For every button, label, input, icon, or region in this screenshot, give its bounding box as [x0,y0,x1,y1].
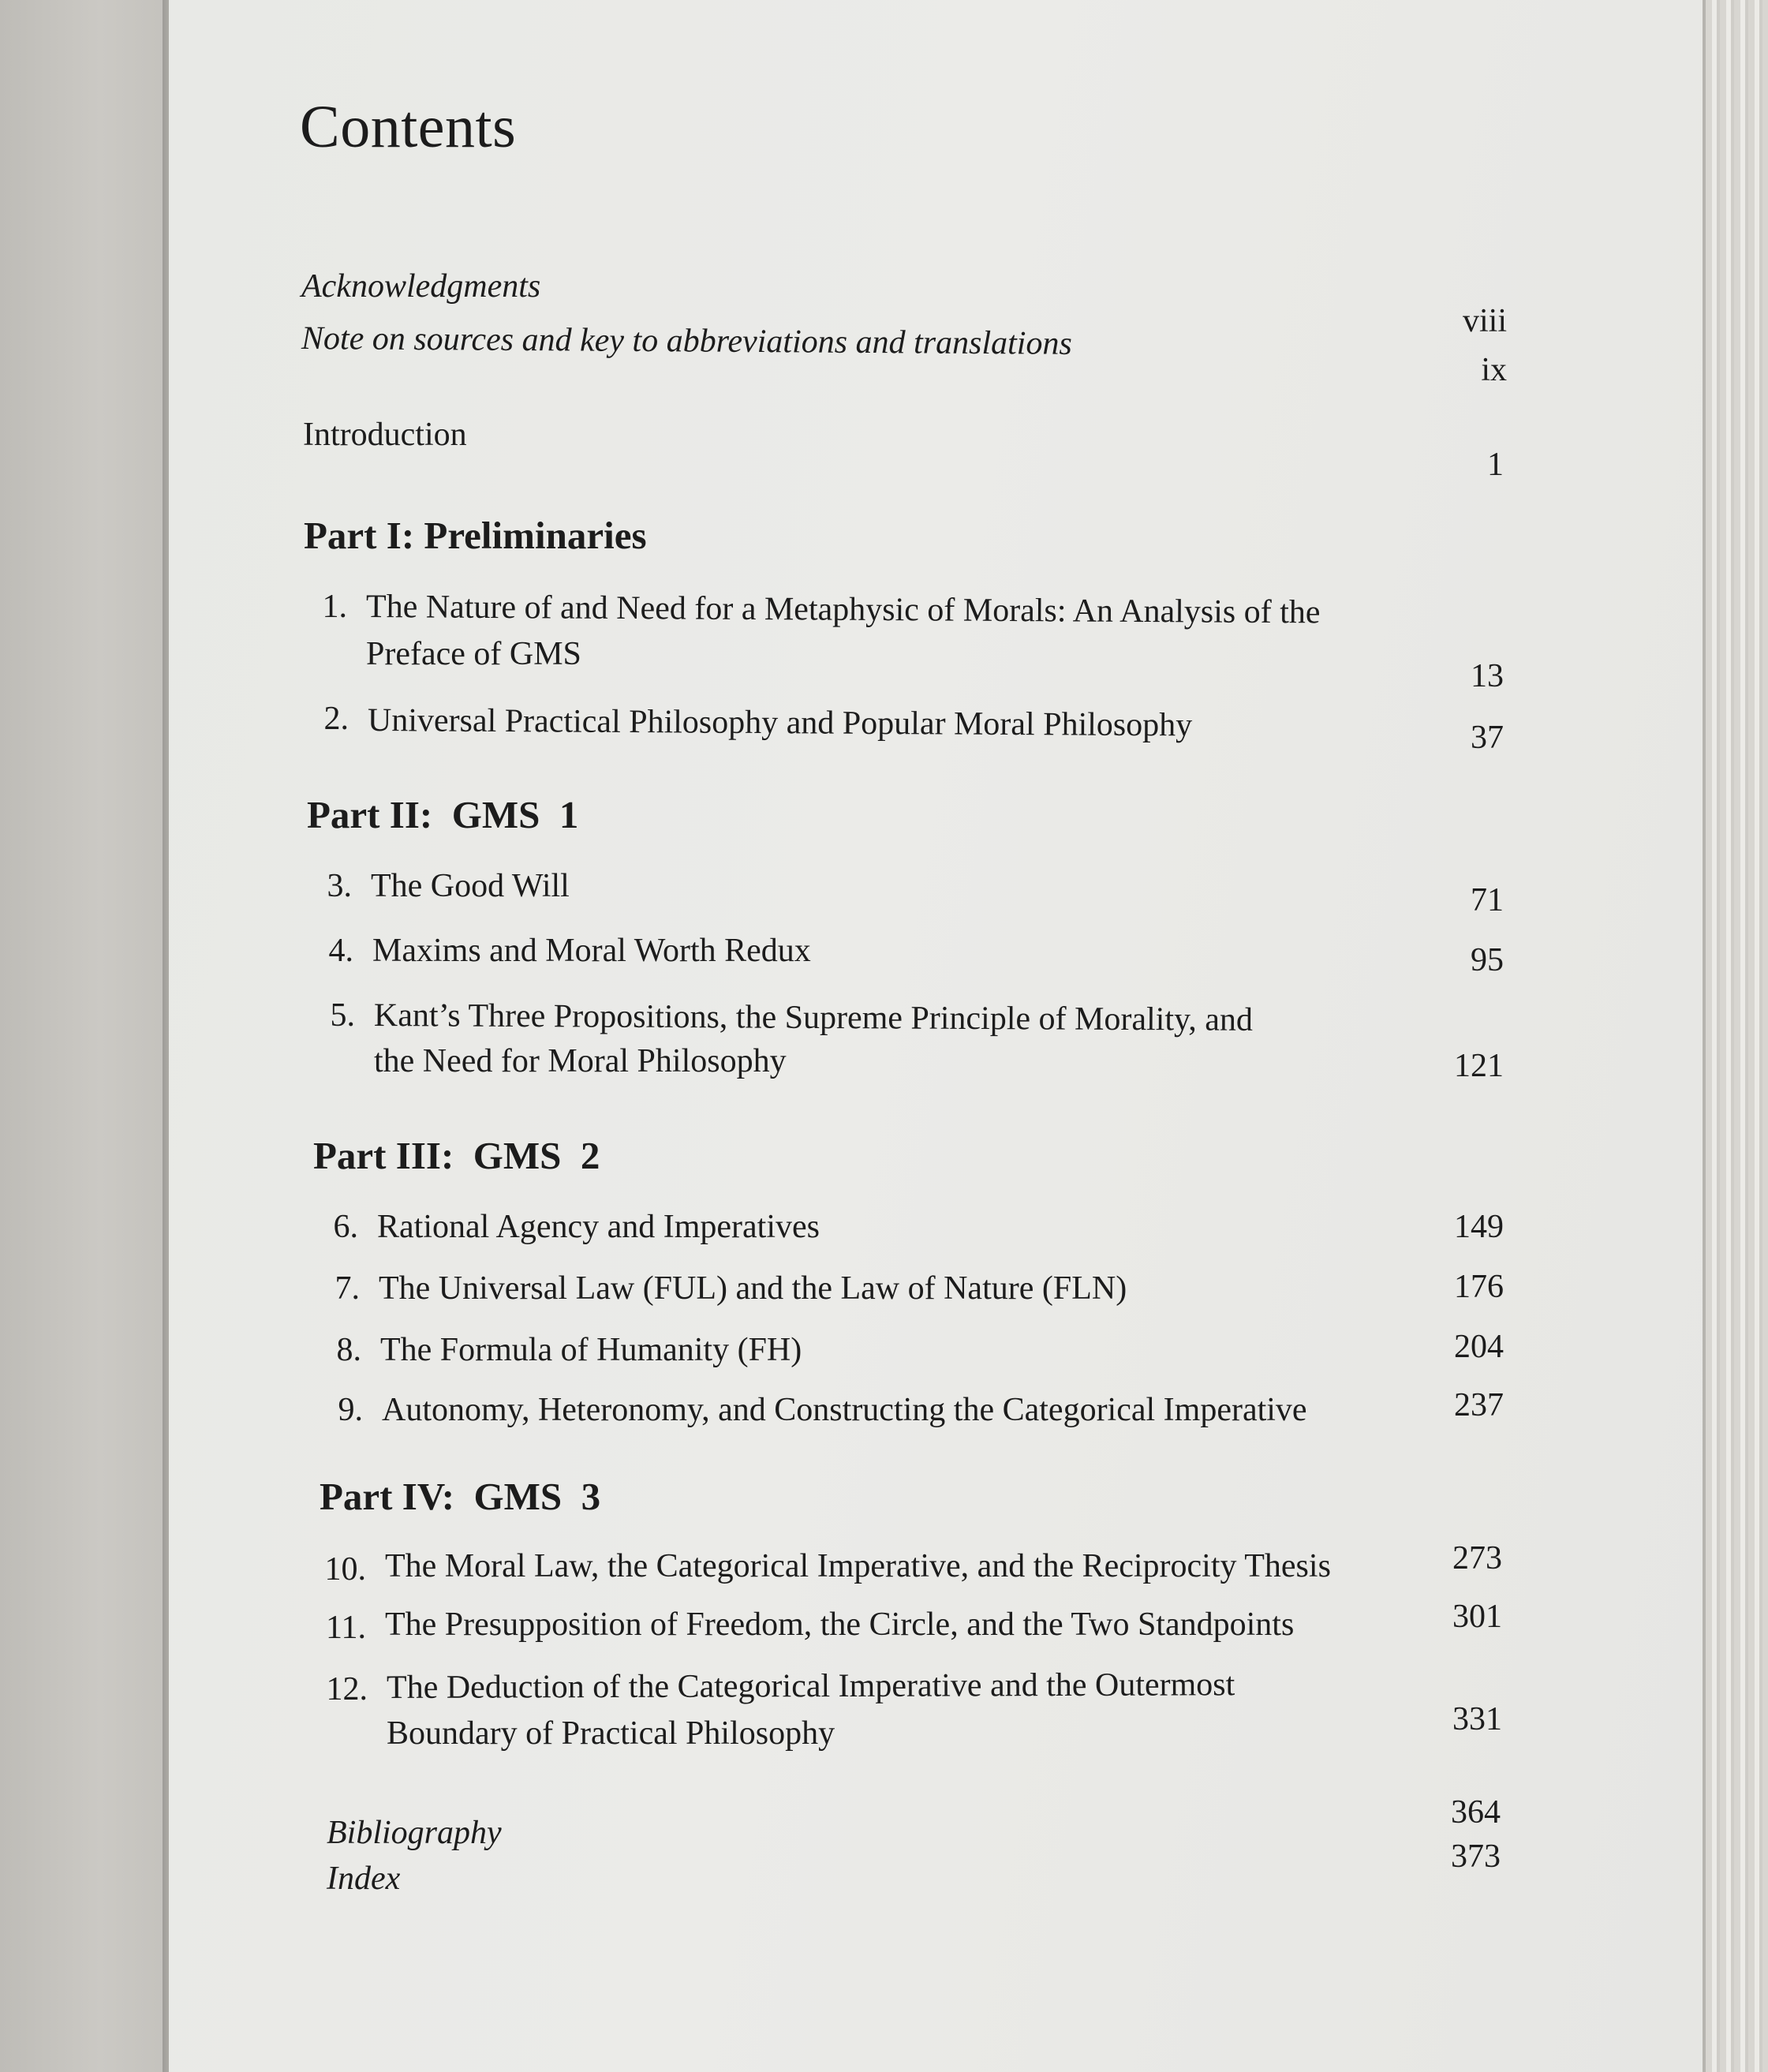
chapter-page: 176 [1454,1269,1504,1305]
chapter-title: The Universal Law (FUL) and the Law of Nature (FLN) [379,1270,1127,1307]
chapter-page: 301 [1452,1599,1502,1635]
chapter-number: 7. [335,1270,360,1307]
chapter-number: 1. [322,589,347,625]
toc-page-acknowledgments: viii [1462,303,1507,339]
chapter-page: 331 [1452,1701,1502,1737]
chapter-title: The Good Will [371,868,570,904]
chapter-page: 37 [1471,720,1504,756]
page-edges [1706,0,1768,2072]
toc-page-bibliography: 364 [1451,1794,1501,1831]
toc-entry-bibliography: Bibliography [327,1815,502,1851]
toc-entry-note-on-sources: Note on sources and key to abbreviations and translations [301,320,1072,362]
chapter-page: 149 [1454,1209,1504,1245]
chapter-title: The Moral Law, the Categorical Imperative, and the Reciprocity Thesis [385,1548,1331,1584]
chapter-page: 237 [1454,1387,1504,1423]
chapter-number: 11. [326,1610,366,1646]
toc-entry-introduction: Introduction [303,417,467,453]
chapter-number: 12. [326,1671,368,1707]
chapter-page: 204 [1454,1329,1504,1365]
chapter-title-continued: Preface of GMS [366,636,581,672]
chapter-number: 8. [336,1332,361,1368]
toc-entry-index: Index [327,1861,401,1897]
chapter-number: 3. [327,868,352,904]
chapter-title: Autonomy, Heteronomy, and Constructing the Categorical Imperative [382,1392,1307,1428]
chapter-number: 9. [338,1392,363,1428]
page-title: Contents [300,94,517,160]
chapter-page: 121 [1454,1048,1504,1084]
chapter-number: 4. [328,933,353,969]
part-heading: Part I: Preliminaries [304,514,647,557]
toc-page-index: 373 [1451,1838,1501,1875]
toc-entry-acknowledgments: Acknowledgments [301,268,541,305]
chapter-page: 273 [1452,1540,1502,1576]
facing-page [0,0,167,2072]
chapter-number: 5. [330,997,355,1034]
chapter-page: 71 [1471,882,1504,918]
chapter-title: The Presupposition of Freedom, the Circle, and the Two Standpoints [385,1606,1295,1643]
toc-page-introduction: 1 [1487,447,1504,483]
chapter-title: The Nature of and Need for a Metaphysic of Morals: An Analysis of the [365,589,1321,631]
chapter-number: 10. [324,1551,366,1588]
chapter-title: The Deduction of the Categorical Imperative and the Outermost [386,1666,1235,1706]
part-heading: Part II: GMS 1 [307,793,579,836]
part-heading: Part IV: GMS 3 [320,1475,601,1518]
chapter-page: 13 [1471,658,1504,694]
chapter-title: The Formula of Humanity (FH) [380,1332,802,1368]
chapter-page: 95 [1471,942,1504,978]
chapter-title: Maxims and Moral Worth Redux [372,933,811,969]
chapter-title-continued: the Need for Moral Philosophy [374,1043,787,1079]
chapter-title: Rational Agency and Imperatives [377,1209,820,1245]
toc-page-note-on-sources: ix [1481,352,1507,388]
chapter-title: Kant’s Three Propositions, the Supreme Principle of Morality, and [373,997,1254,1038]
chapter-number: 6. [333,1209,358,1245]
part-heading: Part III: GMS 2 [313,1134,600,1177]
chapter-title: Universal Practical Philosophy and Popular Moral Philosophy [367,702,1193,744]
chapter-title-continued: Boundary of Practical Philosophy [387,1715,835,1752]
chapter-number: 2. [323,701,349,737]
